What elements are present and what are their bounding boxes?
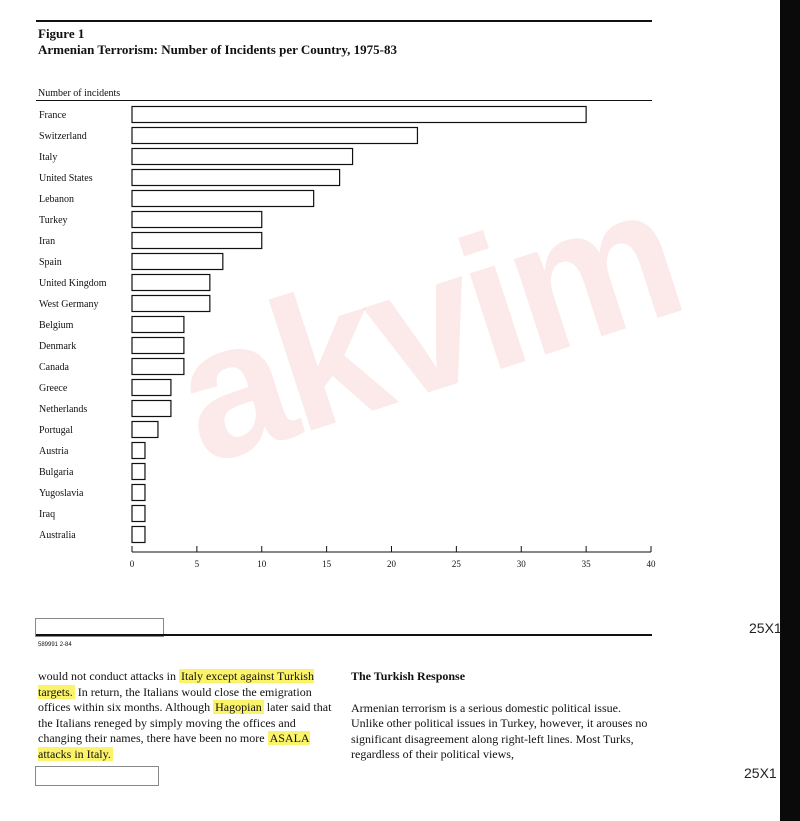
left-column-text — [38, 669, 340, 762]
category-label: Denmark — [39, 341, 77, 352]
x-tick-label: 15 — [322, 559, 332, 569]
bar — [132, 296, 210, 312]
category-label: Turkey — [39, 215, 68, 226]
bar — [132, 212, 262, 228]
bar — [132, 443, 145, 459]
category-label: Switzerland — [39, 131, 87, 142]
x-tick-label: 5 — [194, 559, 200, 569]
bottom-rule — [36, 634, 652, 636]
category-label: Iran — [39, 236, 56, 247]
bar — [132, 485, 145, 501]
highlight: ASALA attacks in Italy. — [38, 731, 310, 761]
category-label: Canada — [39, 362, 69, 373]
right-column — [351, 669, 656, 763]
figure-title: Armenian Terrorism: Number of Incidents per Country, 1975-83 — [38, 42, 397, 57]
x-tick-label: 0 — [129, 559, 135, 569]
bar — [132, 464, 145, 480]
category-label: France — [39, 110, 67, 121]
x-tick-label: 30 — [516, 559, 526, 569]
bar — [132, 422, 158, 438]
category-label: West Germany — [39, 299, 99, 310]
bar — [132, 233, 262, 249]
category-label: United Kingdom — [39, 278, 107, 289]
bar — [132, 275, 210, 291]
x-tick-label: 35 — [581, 559, 591, 569]
category-label: United States — [39, 173, 93, 184]
category-label: Netherlands — [39, 404, 88, 415]
category-label: Greece — [39, 383, 68, 394]
classification-stamp-1: 25X1 — [749, 620, 782, 636]
watermark: akvim — [150, 145, 701, 505]
bar — [132, 170, 340, 186]
figure-code: 589991 2-84 — [38, 642, 72, 648]
bar — [132, 380, 171, 396]
category-label: Bulgaria — [39, 467, 74, 478]
category-label: Lebanon — [39, 194, 74, 205]
bar — [132, 254, 223, 270]
text-run: later said that the Italians reneged by simply moving the offices and changing their names, there have been no more — [38, 700, 332, 745]
text-run: In return, the Italians would close the emigration offices within six months. Although — [38, 684, 312, 714]
category-label: Portugal — [39, 425, 73, 436]
category-label: Yugoslavia — [39, 488, 84, 499]
axis-caption: Number of incidents — [38, 88, 121, 99]
section-body: Armenian terrorism is a serious domestic political issue. Unlike other political issues in Turkey, however, it arouses no significant disagreement along right-left lines. Most Turks, regardless of their political views, — [351, 700, 648, 761]
x-tick-label: 20 — [387, 559, 396, 569]
bar — [132, 338, 184, 354]
classification-stamp-2: 25X1 — [744, 765, 777, 781]
bar — [132, 506, 145, 522]
category-label: Australia — [39, 530, 76, 541]
category-label: Iraq — [39, 509, 56, 520]
x-tick-label: 40 — [646, 559, 656, 569]
bar — [132, 128, 417, 144]
x-tick-label: 25 — [451, 559, 461, 569]
bar — [132, 359, 184, 375]
highlight: Italy except against Turkish targets. — [38, 669, 314, 699]
bar — [132, 401, 171, 417]
bar — [132, 317, 184, 333]
text-run: would not conduct attacks in — [38, 669, 179, 683]
category-label: Spain — [39, 257, 62, 268]
bar — [132, 191, 314, 207]
redaction-box-2 — [35, 766, 159, 786]
bar — [132, 107, 586, 123]
bar — [132, 149, 353, 165]
highlight: Hagopian — [215, 700, 262, 714]
category-label: Austria — [39, 446, 69, 457]
section-heading: The Turkish Response — [351, 669, 466, 683]
figure-label: Figure 1 — [38, 26, 85, 41]
category-label: Belgium — [39, 320, 74, 331]
x-tick-label: 10 — [257, 559, 267, 569]
category-label: Italy — [39, 152, 58, 163]
bar — [132, 527, 145, 543]
